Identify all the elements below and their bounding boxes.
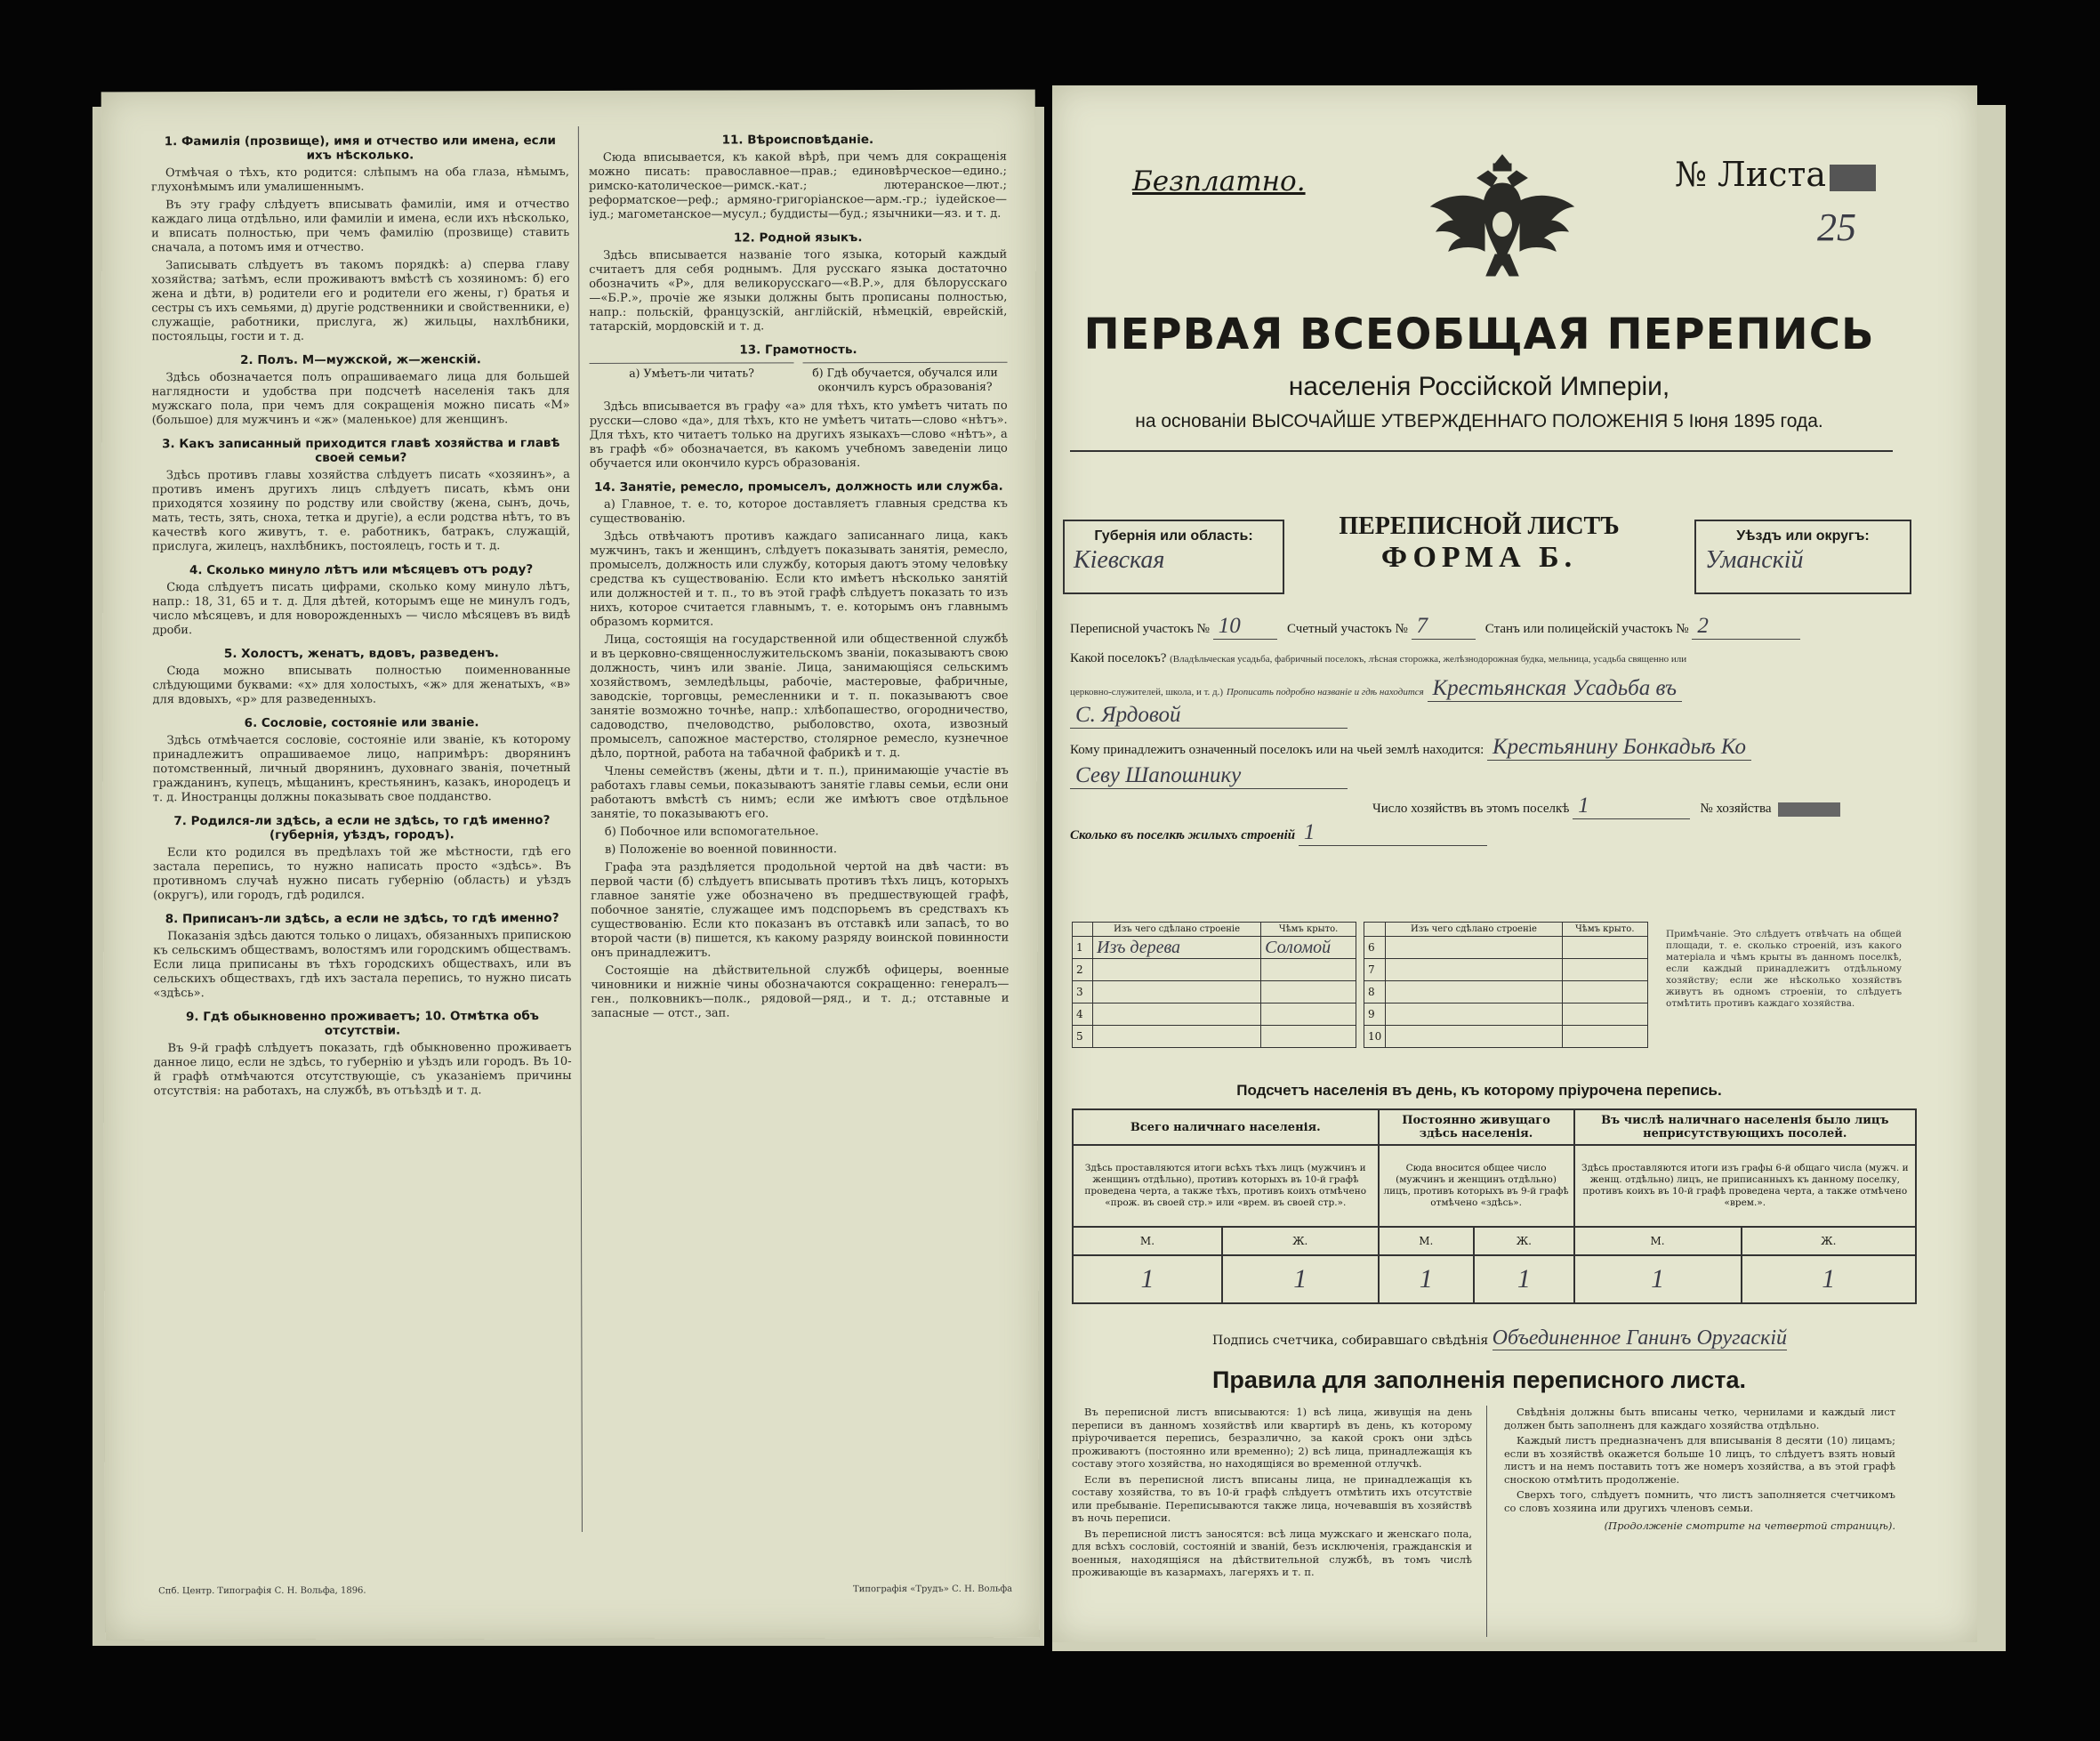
printer-note-left: Спб. Центр. Типографія С. Н. Вольфа, 1896. bbox=[158, 1585, 366, 1597]
section-paragraph: Сюда вписывается, къ какой вѣрѣ, при чемъ для сокращенія можно писать: православное—прав.; единовѣрческое—едино.; римско-католическое—римск.-кат.; лютеранское—лют.; реформатское—реф.; армяно-григоріанское—арм.-гр.; іудейское—іуд.; магометанское—мусул.; буддисты—буд.; язычники—яз. и т. д. bbox=[588, 149, 1008, 222]
pop-male-label: М. bbox=[1574, 1227, 1742, 1255]
owner-value: Крестьянину Бонкадьѣ Ко bbox=[1487, 735, 1751, 761]
building-row-number: 7 bbox=[1364, 959, 1386, 981]
buildings-value: 1 bbox=[1299, 820, 1487, 846]
bld-header-roof-right: Чѣмъ крыто. bbox=[1562, 923, 1647, 937]
population-count-table bbox=[1072, 1108, 1917, 1304]
section-heading: 6. Сословіе, состояніе или званіе. bbox=[244, 715, 479, 730]
section-heading: 3. Какъ записанный приходится главѣ хозяйства и главѣ своей семьи? bbox=[162, 436, 560, 465]
population-count-title: Подсчетъ населенія въ день, къ которому пріурочена перепись. bbox=[1236, 1082, 1722, 1099]
building-row bbox=[1073, 1003, 1356, 1026]
police-section-label: Станъ или полицейскій участокъ № bbox=[1484, 622, 1689, 636]
rules-left-column bbox=[1072, 1406, 1472, 1582]
building-row-number: 2 bbox=[1073, 959, 1093, 981]
building-row-number: 10 bbox=[1364, 1026, 1386, 1048]
pop-male-label: М. bbox=[1073, 1227, 1222, 1255]
section-paragraph: Здѣсь противъ главы хозяйства слѣдуетъ писать «хозяинъ», а противъ именъ другихъ лицъ слѣдуетъ писать, кѣмъ они приходятся хозяину по родству или свойству (жена, сынъ, дочь, мать, тесть, зять, сноха, тетка и другіе), а если родства нѣтъ, то въ качествѣ кого живутъ, т. е. работникъ, батракъ, служащій, прислуга, жилецъ, нахлѣбникъ, постоялецъ, гость и т. д. bbox=[151, 467, 571, 554]
section-heading: 12. Родной языкъ. bbox=[733, 230, 863, 246]
section-paragraph: Здѣсь вписывается въ графу «а» для тѣхъ, кто умѣетъ читать по русски—слово «да», для тѣхъ, кто не умѣетъ читать—слово «нѣтъ». Для тѣхъ, кто читаетъ только на другихъ языкахъ—слово «нѣтъ», а въ графѣ «б» обозначается, въ какомъ учебномъ заведеніи лицо обучается или окончило курсъ образованія. bbox=[589, 399, 1008, 471]
settlement-value-2: С. Ярдовой bbox=[1070, 703, 1348, 729]
building-material bbox=[1093, 959, 1261, 981]
section-paragraph: Здѣсь отвѣчаютъ противъ каждаго записаннаго лица, какъ мужчинъ, такъ и женщинъ, слѣдуетъ показывать занятія, ремесло, промыселъ, должность или службу, которыя даютъ этому человѣку средства къ существованію. Если кто имѣетъ нѣсколько занятій или должностей и т. п., то въ этой графѣ слѣдуетъ показать то изъ нихъ, которое считается главнымъ, т. е. которымъ онъ главнымъ образомъ кормится. bbox=[590, 528, 1009, 629]
building-material bbox=[1093, 1026, 1261, 1048]
section-paragraph: Члены семействъ (жены, дѣти и т. п.), принимающіе участіе въ работахъ главы семьи, показываютъ занятіе главы семьи, если они работаютъ вмѣстѣ съ нимъ; если же имѣютъ свое отдѣльное занятіе, то показываютъ его. bbox=[590, 763, 1009, 821]
pop-header-nonresident: Въ числѣ наличнаго населенія было лицъ неприсутствующихъ посолей. bbox=[1574, 1109, 1916, 1145]
left-page-instructions bbox=[101, 90, 1040, 1640]
rules-title: Правила для заполненія переписного листа. bbox=[1211, 1366, 1747, 1393]
pop-female-label: Ж. bbox=[1222, 1227, 1379, 1255]
pop-desc-nonresident: Здѣсь проставляются итоги изъ графы 6-й общаго числа (мужч. и женщ. отдѣльно) лицъ, не приписанныхъ къ данному поселку, противъ коихъ въ 10-й графѣ проведена черта, а также отмѣчено «врем.». bbox=[1574, 1145, 1916, 1227]
building-material: Изъ дерева bbox=[1093, 937, 1261, 959]
printer-note-right: Типографія «Трудъ» С. Н. Вольфа bbox=[853, 1584, 1013, 1595]
pop-value-total-m: 1 bbox=[1073, 1255, 1222, 1303]
census-section-line bbox=[1070, 614, 1800, 640]
left-page-footer bbox=[158, 1584, 1012, 1597]
pop-female-label: Ж. bbox=[1474, 1227, 1574, 1255]
district-label: Уѣздъ или округъ: bbox=[1736, 528, 1870, 544]
building-roof bbox=[1261, 1026, 1356, 1048]
section-heading: 2. Полъ. М—мужской, ж—женскій. bbox=[240, 352, 481, 367]
building-roof bbox=[1562, 1026, 1647, 1048]
sheet-number bbox=[1675, 155, 1876, 194]
pop-value-nonresident-f: 1 bbox=[1742, 1255, 1917, 1303]
rules-paragraph: Свѣдѣнія должны быть вписаны четко, чернилами и каждый лист должен быть заполненъ для каждаго хозяйства отдѣльно. bbox=[1504, 1406, 1895, 1431]
owner-value-2: Севу Шапошнику bbox=[1070, 763, 1348, 789]
form-name: ФОРМА Б. bbox=[1380, 541, 1578, 574]
building-row bbox=[1364, 959, 1648, 981]
province-box bbox=[1063, 520, 1284, 594]
building-row bbox=[1364, 937, 1648, 959]
building-material bbox=[1386, 937, 1562, 959]
building-row-number: 6 bbox=[1364, 937, 1386, 959]
district-box bbox=[1694, 520, 1911, 594]
section-heading: 1. Фамилія (прозвище), имя и отчество или имена, если ихъ нѣсколько. bbox=[164, 133, 557, 163]
household-no-label: № хозяйства bbox=[1700, 802, 1772, 816]
building-row-number: 9 bbox=[1364, 1003, 1386, 1026]
document-title: ПЕРВАЯ ВСЕОБЩАЯ ПЕРЕПИСЬ bbox=[1083, 310, 1875, 359]
section-heading: 14. Занятіе, ремесло, промыселъ, должность или служба. bbox=[593, 479, 1003, 495]
pop-desc-permanent: Сюда вносится общее число (мужчинъ и женщинъ отдѣльно) лицъ, противъ которыхъ въ 9-й графѣ отмѣчено «здѣсь». bbox=[1379, 1145, 1574, 1227]
province-label: Губернія или область: bbox=[1094, 528, 1253, 544]
instructions-column-2 bbox=[589, 124, 1010, 1025]
building-row-number: 3 bbox=[1073, 981, 1093, 1003]
census-section-label: Переписной участокъ № bbox=[1070, 622, 1210, 636]
building-row bbox=[1364, 1026, 1648, 1048]
census-section-value: 10 bbox=[1213, 614, 1277, 640]
settlement-value: Крестьянская Усадьба въ bbox=[1428, 676, 1682, 702]
legal-basis: на основаніи ВЫСОЧАЙШЕ УТВЕРЖДЕННАГО ПОЛОЖЕНІЯ 5 Іюня 1895 года. bbox=[1135, 411, 1823, 431]
free-label: Безплатно. bbox=[1132, 165, 1306, 197]
pop-value-permanent-m: 1 bbox=[1379, 1255, 1475, 1303]
section-paragraph: Лица, состоящія на государственной или общественной службѣ и въ церковно-священнослужительскомъ званіи, показываютъ свою должность, чинъ или званіе. Лица, занимающіяся сельскимъ хозяйствомъ, земледѣльцы, рабочіе, мастеровые, фабричные, заводскіе, торговцы, ремесленники и т. п. показываютъ свое занятіе возможно точнѣе, напр.: хлѣбопашество, огородничество, садоводство, пчеловодство, рыболовство, охота, извозный промыселъ, сапожное мастерство, столярное ремесло, кузнечное дѣло, портной, работа на табачной фабрикѣ и т. д. bbox=[590, 632, 1009, 761]
rules-paragraph: Въ переписной листъ вписываются: 1) всѣ лица, живущія на день переписи въ данномъ хозяйствѣ или квартирѣ въ день, къ которому пріурочивается перепись, безразлично, за какой срокъ они здѣсь проживаютъ (постоянно или временно); 2) всѣ лица, принадлежащія къ составу этого хозяйства, но находящіяся во временной отлучкѣ. bbox=[1072, 1406, 1472, 1470]
buildings-table-left bbox=[1072, 922, 1356, 1048]
literacy-subheads bbox=[590, 362, 1008, 395]
pop-value-nonresident-m: 1 bbox=[1574, 1255, 1742, 1303]
settlement-label: Какой поселокъ? bbox=[1070, 651, 1167, 665]
section-paragraph: Графа эта раздѣляется продольной чертой на двѣ части: въ первой части (б) слѣдуетъ вписывать противъ тѣхъ лицъ, которыхъ главное занятіе уже обозначено въ предшествующей графѣ, побочное занятіе, служащее имъ подспорьемъ въ средствахъ къ существованію. Если кто показанъ въ отставкѣ или запасѣ, то во второй части (в) пишется, къ какому разряду воинской повинности онъ принадлежитъ. bbox=[591, 859, 1010, 960]
rules-paragraph: Если въ переписной листъ вписаны лица, не принадлежащія къ составу хозяйства, то въ 10-й графѣ слѣдуетъ отмѣтить ихъ отсутствіе или пребываніе. Переписываются также лица, ночевавшія въ хозяйствѣ въ ночь переписи. bbox=[1072, 1472, 1472, 1524]
column-divider bbox=[578, 126, 583, 1532]
enumerator-signature: Объединенное Ганинъ Оругаскій bbox=[1492, 1326, 1788, 1350]
section-heading: 13. Грамотность. bbox=[739, 343, 857, 358]
building-roof bbox=[1562, 981, 1647, 1003]
literacy-a-label: а) Умѣетъ-ли читать? bbox=[590, 362, 794, 395]
imperial-eagle-emblem bbox=[1424, 148, 1581, 281]
settlement-line bbox=[1070, 651, 1686, 666]
buildings-table-right bbox=[1364, 922, 1648, 1048]
pop-value-permanent-f: 1 bbox=[1474, 1255, 1574, 1303]
rules-divider bbox=[1486, 1406, 1487, 1637]
building-roof: Соломой bbox=[1261, 937, 1356, 959]
section-paragraph: Въ эту графу слѣдуетъ вписывать фамиліи, имя и отчество каждаго лица отдѣльно, или фамиліи и имена, если ихъ нѣсколько, и вписать полностью, при чемъ фамилію (прозвище) ставить сначала, а потомъ имя и отчество. bbox=[151, 197, 570, 255]
households-label: Число хозяйствъ въ этомъ поселкѣ bbox=[1372, 802, 1570, 816]
literacy-b-label: б) Гдѣ обучается, обучался или окончилъ курсъ образованія? bbox=[803, 362, 1008, 395]
pop-male-label: М. bbox=[1379, 1227, 1475, 1255]
right-page-census-form bbox=[1052, 85, 1977, 1642]
pop-value-total-f: 1 bbox=[1222, 1255, 1379, 1303]
section-paragraph: Показанія здѣсь даются только о лицахъ, обязанныхъ припискою къ сельскимъ обществамъ, волостямъ или городскимъ обществамъ. Если лица приписаны въ тѣхъ городскихъ обществахъ, или въ сельскихъ обществахъ, гдѣ ихъ застала перепись, то нужно писать «здѣсь». bbox=[153, 928, 572, 1001]
building-roof bbox=[1261, 959, 1356, 981]
police-section-value: 2 bbox=[1692, 614, 1800, 640]
households-value: 1 bbox=[1573, 794, 1690, 819]
sheet-number-handwritten: 25 bbox=[1817, 206, 1856, 249]
section-paragraph: Здѣсь обозначается полъ опрашиваемаго лица для большей наглядности и удобства при подсчетѣ населенія такъ для мужскаго пола, при чемъ для сокращенія можно писать «М» (большое) для мужчинъ и «ж» (маленькое) для женщинъ. bbox=[151, 369, 570, 428]
section-paragraph: в) Положеніе во военной повинности. bbox=[604, 842, 838, 857]
bld-header-roof: Чѣмъ крыто. bbox=[1261, 923, 1356, 937]
document-subtitle: населенія Россійской Имперіи, bbox=[1288, 372, 1670, 401]
building-row bbox=[1073, 1026, 1356, 1048]
settlement-note: (Владѣльческая усадьба, фабричный поселокъ, лѣсная сторожка, желѣзнодорожная будка, мельница, усадьба священно или bbox=[1170, 654, 1687, 665]
pop-female-label: Ж. bbox=[1742, 1227, 1917, 1255]
sheet-number-label: № Листа bbox=[1675, 155, 1827, 194]
settlement-prompt: Прописать подробно названіе и гдѣ находится bbox=[1226, 687, 1424, 697]
section-paragraph: Здѣсь отмѣчается сословіе, состояніе или званіе, къ которому принадлежитъ опрашиваемое лицо, напримѣръ: дворянинъ потомственный, личный дворянинъ, духовнаго званія, почетный гражданинъ, купецъ, мѣщанинъ, крестьянинъ, казакъ, инородецъ и т. д. Иностранцы должны показывать свое подданство. bbox=[152, 732, 571, 805]
building-row bbox=[1073, 981, 1356, 1003]
instructions-section-11-13 bbox=[589, 133, 1008, 358]
building-material bbox=[1386, 959, 1562, 981]
sheet-number-stamp bbox=[1830, 165, 1876, 191]
rules-paragraph: Каждый листъ предназначенъ для вписыванія 8 десяти (10) лицамъ; если въ хозяйствѣ окажется больше 10 лицъ, то слѣдуетъ взять новый листъ и на немъ поставить тотъ же номеръ хозяйства, а въ этой графѣ сноскою отмѣтить продолженіе. bbox=[1504, 1434, 1895, 1486]
section-heading: 5. Холостъ, женатъ, вдовъ, разведенъ. bbox=[223, 646, 499, 662]
building-roof bbox=[1562, 959, 1647, 981]
building-roof bbox=[1562, 1003, 1647, 1026]
signature-label: Подпись счетчика, собиравшаго свѣдѣнія bbox=[1212, 1334, 1489, 1348]
enumerator-signature-line bbox=[1212, 1326, 1787, 1350]
building-material bbox=[1093, 981, 1261, 1003]
rules-paragraph: Въ переписной листъ заносятся: всѣ лица мужскаго и женскаго пола, для всѣхъ сословій, состояній и званій, безъ исключенія, гражданскія и военныя, находящіяся на дѣйствительной службѣ, въ томъ числѣ проживающіе въ казармахъ, лагеряхъ и т. п. bbox=[1072, 1527, 1472, 1578]
settlement-line-3 bbox=[1070, 703, 1348, 729]
section-paragraph: Сюда можно вписывать полностью поименнованные слѣдующими буквами: «х» для холостыхъ, «ж» для женатыхъ, «в» для вдовыхъ, «р» для разведенныхъ. bbox=[152, 663, 571, 707]
building-material bbox=[1093, 1003, 1261, 1026]
building-roof bbox=[1562, 937, 1647, 959]
section-paragraph: б) Побочное или вспомогательное. bbox=[604, 825, 819, 839]
section-paragraph: Если кто родился въ предѣлахъ той же мѣстности, гдѣ его застала перепись, то нужно написать просто «здѣсь». Въ противномъ случаѣ нужно писать губернію (область) и уѣздъ (округъ), или городъ, гдѣ родился. bbox=[152, 844, 572, 903]
pop-desc-total: Здѣсь проставляются итоги всѣхъ тѣхъ лицъ (мужчинъ и женщинъ отдѣльно), противъ которыхъ въ 10-й графѣ проведена черта, а также тѣхъ, противъ коихъ отмѣчено «прож. въ своей стр.» или «врем. въ своей стр.». bbox=[1073, 1145, 1379, 1227]
section-paragraph: Отмѣчая о тѣхъ, кто родится: слѣпымъ на оба глаза, нѣмымъ, глухонѣмымъ или умалишеннымъ. bbox=[150, 165, 569, 195]
buildings-line bbox=[1070, 820, 1487, 846]
section-paragraph: Здѣсь вписывается названіе того языка, который каждый считаетъ для себя роднымъ. Для русскаго языка достаточно обозначить «Р», для великорусскаго—«В.Р.», для бѣлорусскаго—«Б.Р.», прочіе же языки должны быть прописаны полностью, напр.: польскій, французскій, англійскій, нѣмецкій, еврейскій, татарскій, мордовскій и т. д. bbox=[589, 247, 1008, 334]
instructions-column-1 bbox=[151, 125, 572, 1102]
building-material bbox=[1386, 1003, 1562, 1026]
building-row-number: 8 bbox=[1364, 981, 1386, 1003]
instructions-section-14 bbox=[590, 399, 1010, 1021]
province-value: Кіевская bbox=[1074, 546, 1165, 574]
rules-continuation-note: (Продолженіе смотрите на четвертой страницѣ). bbox=[1604, 1519, 1895, 1532]
settlement-line-2 bbox=[1070, 676, 1682, 702]
households-line bbox=[1372, 794, 1840, 819]
settlement-note-2: церковно-служителей, школа, и т. д.) bbox=[1070, 687, 1224, 697]
building-row-number: 1 bbox=[1073, 937, 1093, 959]
owner-line bbox=[1070, 735, 1751, 761]
section-paragraph: Сюда слѣдуетъ писать цифрами, сколько кому минуло лѣтъ, напр.: 18, 31, 65 и т. д. Для дѣтей, которымъ еще не минулъ годъ, число мѣсяцевъ, и для новорожденныхъ — число мѣсяцевъ въ видѣ дроби. bbox=[152, 579, 571, 638]
section-paragraph: а) Главное, т. е. то, которое доставляетъ главныя средства къ существованію. bbox=[589, 496, 1008, 526]
section-heading: 11. Вѣроисповѣданіе. bbox=[721, 133, 874, 148]
district-value: Уманскій bbox=[1705, 546, 1804, 574]
building-roof bbox=[1261, 1003, 1356, 1026]
building-roof bbox=[1261, 981, 1356, 1003]
section-paragraph: Состоящіе на дѣйствительной службѣ офицеры, военные чиновники и нижніе чины обозначаются сокращенно: генералъ—ген., полковникъ—полк., рядовой—ряд., и т. д.; отставные и запасные — отст., зап. bbox=[591, 963, 1010, 1020]
section-heading: 8. Приписанъ-ли здѣсь, а если не здѣсь, то гдѣ именно? bbox=[165, 911, 559, 927]
building-row bbox=[1073, 937, 1356, 959]
rules-right-body bbox=[1504, 1406, 1895, 1514]
building-material bbox=[1386, 1026, 1562, 1048]
household-no-stamp bbox=[1778, 802, 1840, 817]
building-row bbox=[1364, 981, 1648, 1003]
section-heading: 7. Родился-ли здѣсь, а если не здѣсь, то гдѣ именно? (губернія, уѣздъ, городъ). bbox=[173, 813, 551, 842]
building-row bbox=[1364, 1003, 1648, 1026]
form-heading bbox=[1292, 512, 1666, 575]
owner-line-2 bbox=[1070, 763, 1348, 789]
building-row-number: 4 bbox=[1073, 1003, 1093, 1026]
pop-header-total: Всего наличнаго населенія. bbox=[1073, 1109, 1379, 1145]
bld-header-material-right: Изъ чего сдѣлано строеніе bbox=[1386, 923, 1562, 937]
pop-header-permanent: Постоянно живущаго здѣсь населенія. bbox=[1379, 1109, 1574, 1145]
form-title: ПЕРЕПИСНОЙ ЛИСТЪ bbox=[1339, 512, 1620, 540]
rules-paragraph: Сверхъ того, слѣдуетъ помнить, что листъ заполняется счетчикомъ со словъ хозяина или другихъ членовъ семьи. bbox=[1504, 1488, 1895, 1514]
section-paragraph: Записывать слѣдуетъ въ такомъ порядкѣ: а) сперва главу хозяйства; затѣмъ, если проживаютъ вмѣстѣ съ хозяиномъ: б) его жена и дѣти, в) родители его и родители его жены, г) братья и сестры съ ихъ семьями, д) другіе родственники и свойственники, е) служащіе, работники, прислуга, ж) жильцы, нахлѣбники, постояльцы, гости и т. д. bbox=[151, 257, 570, 344]
owner-label: Кому принадлежитъ означенный поселокъ или на чьей землѣ находится: bbox=[1070, 743, 1484, 757]
building-material bbox=[1386, 981, 1562, 1003]
counting-section-label: Счетный участокъ № bbox=[1287, 622, 1408, 636]
building-row-number: 5 bbox=[1073, 1026, 1093, 1048]
buildings-label: Сколько въ поселкѣ жилыхъ строеній bbox=[1070, 828, 1296, 842]
building-row bbox=[1073, 959, 1356, 981]
header-rule bbox=[1070, 450, 1893, 452]
buildings-note: Примѣчаніе. Это слѣдуетъ отвѣчать на общей площади, т. е. сколько строеній, изъ какого матеріала и чѣмъ крыты въ данномъ поселкѣ, если каждый принадлежитъ отдѣльному хозяйству; если же нѣсколько хозяйствъ живутъ въ одномъ строеніи, то слѣдуетъ отмѣтить противъ каждаго хозяйства. bbox=[1666, 929, 1902, 1009]
rules-right-column bbox=[1504, 1406, 1895, 1533]
bld-header-material: Изъ чего сдѣлано строеніе bbox=[1093, 923, 1261, 937]
section-heading: 4. Сколько минуло лѣтъ или мѣсяцевъ отъ роду? bbox=[189, 562, 534, 578]
section-paragraph: Въ 9-й графѣ слѣдуетъ показать, гдѣ обыкновенно проживаетъ данное лицо, если не здѣсь, то губернію и уѣздъ или городъ. Въ 10-й графѣ отмѣчаются отсутствующіе, съ указаніемъ причины отсутствія: на работахъ, на службѣ, въ отъѣздѣ и т. д. bbox=[153, 1040, 572, 1099]
counting-section-value: 7 bbox=[1412, 614, 1476, 640]
section-heading: 9. Гдѣ обыкновенно проживаетъ; 10. Отмѣтка объ отсутствіи. bbox=[185, 1009, 539, 1038]
